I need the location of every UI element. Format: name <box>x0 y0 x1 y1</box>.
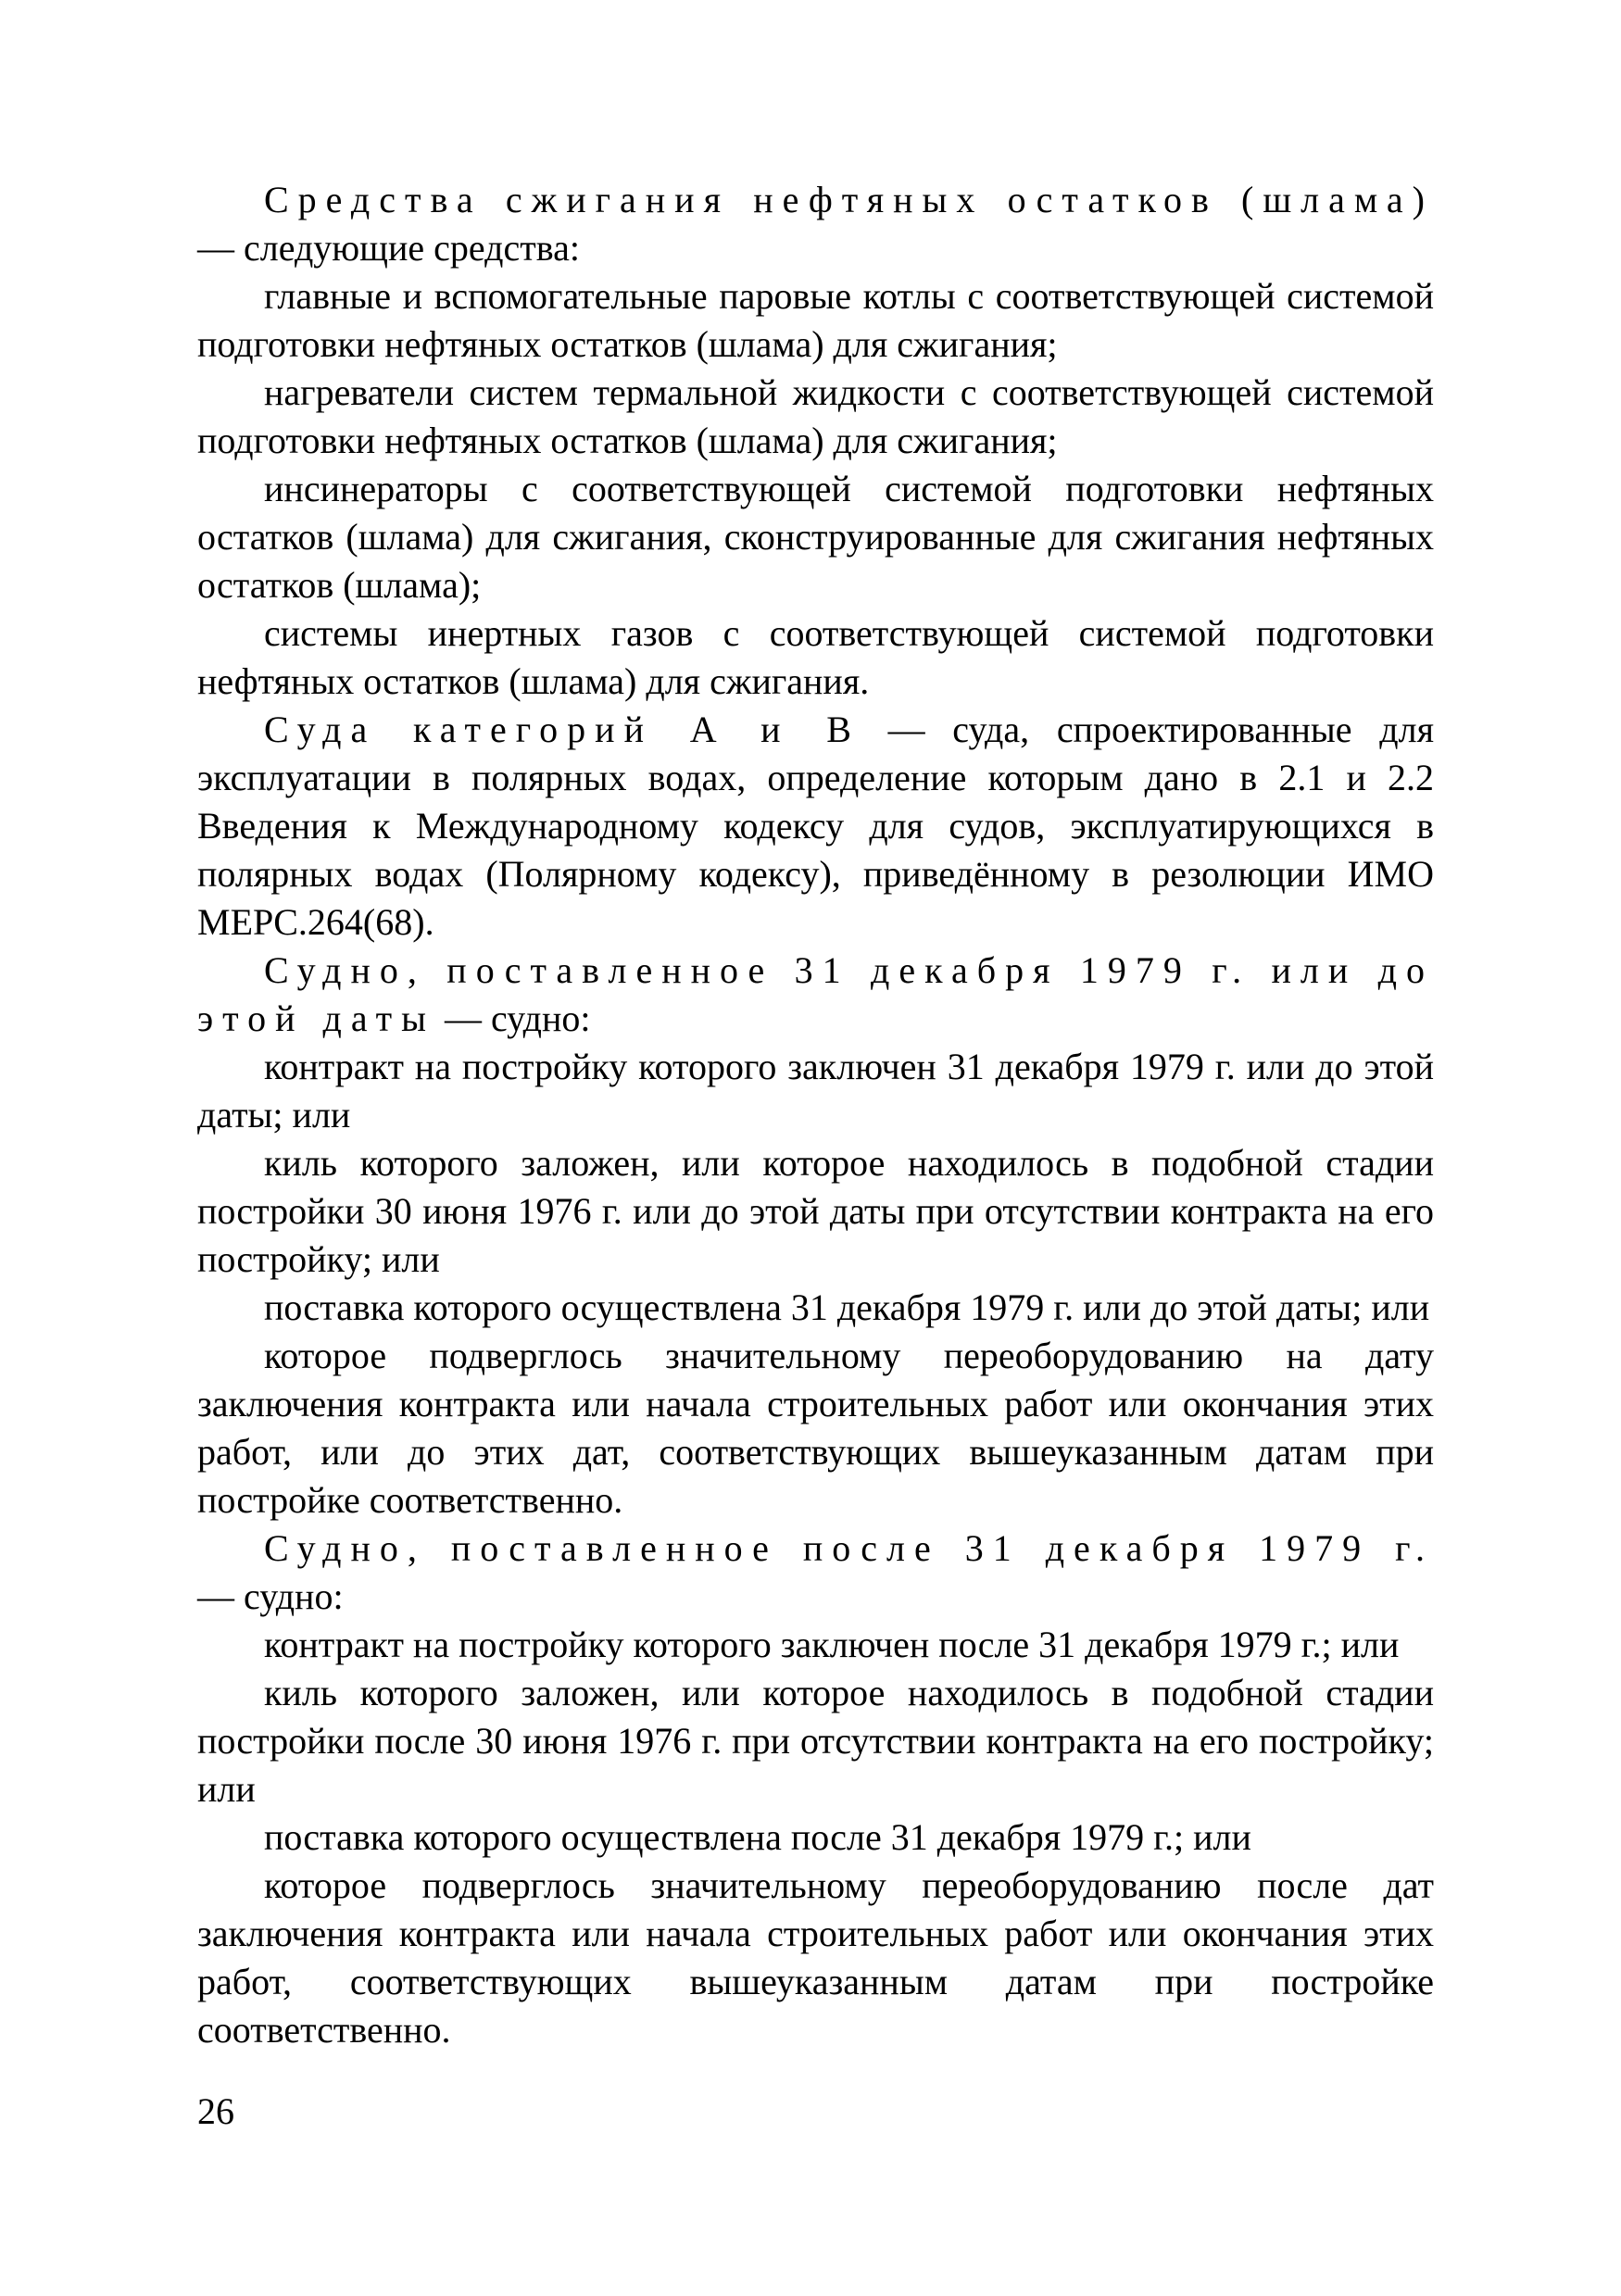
page-number: 26 <box>197 2090 234 2132</box>
paragraph-text: киль которого заложен, или которое находилось в подобной стадии постройки после 30 июня 1976 г. при отсутствии контракта на его постройку; или <box>197 1672 1434 1810</box>
paragraph <box>197 1621 1434 1669</box>
paragraph-text: системы инертных газов с соответствующей системой подготовки нефтяных остатков (шлама) для сжигания. <box>197 612 1434 702</box>
paragraph <box>197 609 1434 706</box>
paragraph-text: — следующие средства: <box>197 227 580 269</box>
paragraph <box>197 1043 1434 1139</box>
paragraph <box>197 272 1434 369</box>
paragraph-text: инсинераторы с соответствующей системой подготовки нефтяных остатков (шлама) для сжигания, сконструированные для сжигания нефтяных остатков (шлама); <box>197 468 1434 606</box>
paragraph-text: главные и вспомогательные паровые котлы с соответствующей системой подготовки нефтяных остатков (шлама) для сжигания; <box>197 275 1434 365</box>
paragraph-text: которое подверглось значительному переоборудованию на дату заключения контракта или начала строительных работ или окончания этих работ, или до этих дат, соответствующих вышеуказанным датам при постройке соответственно. <box>197 1335 1434 1521</box>
paragraph <box>197 369 1434 465</box>
defined-term: Суда категорий A и B <box>264 709 861 750</box>
paragraph <box>197 465 1434 609</box>
paragraph-text: — суда, спроектированные для эксплуатации в полярных водах, определение которым дано в 2.1 и 2.2 Введения к Международному кодексу для судов, эксплуатирующихся в полярных водах (Полярному кодексу), приведённому в резолюции ИМО MEPC.264(68). <box>197 709 1434 943</box>
body-text <box>197 176 1434 2054</box>
paragraph <box>197 1139 1434 1284</box>
paragraph <box>197 1524 1434 1621</box>
paragraph <box>197 706 1434 947</box>
paragraph <box>197 1284 1434 1332</box>
paragraph-text: — судно: <box>197 1575 344 1617</box>
defined-term: Судно, поставленное 31 декабря 1979 г. или до этой даты <box>197 949 1434 1039</box>
paragraph-text: поставка которого осуществлена после 31 декабря 1979 г.; или <box>264 1816 1251 1858</box>
paragraph <box>197 1862 1434 2054</box>
paragraph-text: которое подверглось значительному переоборудованию после дат заключения контракта или начала строительных работ или окончания этих работ, соответствующих вышеуказанным датам при постройке соответственно. <box>197 1864 1434 2051</box>
paragraph <box>197 1332 1434 1524</box>
paragraph <box>197 1669 1434 1813</box>
paragraph <box>197 947 1434 1043</box>
paragraph <box>197 176 1434 272</box>
paragraph <box>197 1813 1434 1862</box>
paragraph-text: нагреватели систем термальной жидкости с соответствующей системой подготовки нефтяных остатков (шлама) для сжигания; <box>197 371 1434 461</box>
defined-term: Судно, поставленное после 31 декабря 1979 г. <box>264 1527 1434 1569</box>
defined-term: Средства сжигания нефтяных остатков (шлама) <box>264 179 1434 220</box>
paragraph-text: — судно: <box>434 997 591 1039</box>
paragraph-text: контракт на постройку которого заключен 31 декабря 1979 г. или до этой даты; или <box>197 1046 1434 1135</box>
paragraph-text: контракт на постройку которого заключен после 31 декабря 1979 г.; или <box>264 1624 1400 1665</box>
paragraph-text: поставка которого осуществлена 31 декабря 1979 г. или до этой даты; или <box>264 1286 1430 1328</box>
paragraph-text: киль которого заложен, или которое находилось в подобной стадии постройки 30 июня 1976 г. или до этой даты при отсутствии контракта на его постройку; или <box>197 1142 1434 1280</box>
